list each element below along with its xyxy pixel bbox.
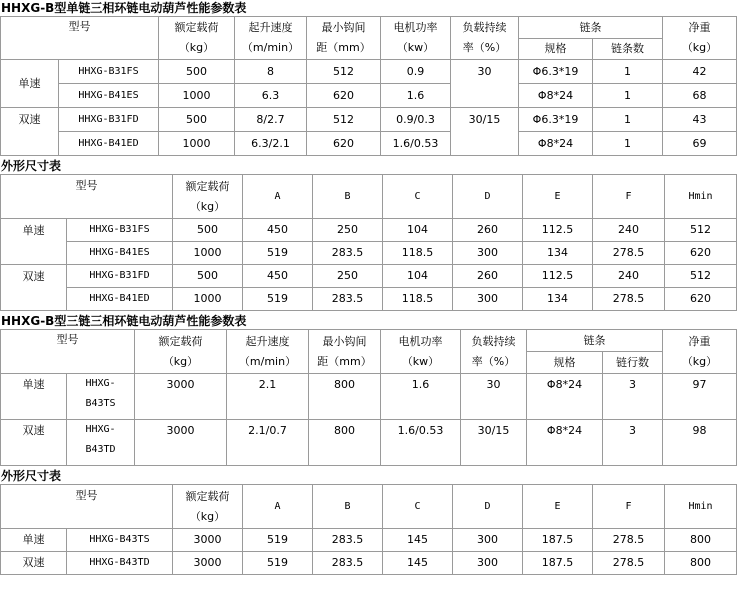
load-cell: 3000	[173, 552, 243, 575]
b-cell: 250	[313, 265, 383, 288]
weight-cell: 68	[663, 84, 737, 108]
header-power-line1: 电机功率	[398, 334, 443, 348]
header-model: 型号	[1, 330, 135, 374]
chains-cell: 1	[593, 108, 663, 132]
dimension-table-single-chain	[0, 174, 737, 311]
header-d: D	[453, 175, 523, 219]
hmin-cell: 512	[665, 265, 737, 288]
dimension-table-triple-chain	[0, 484, 737, 575]
chains-cell: 1	[593, 84, 663, 108]
header-chain: 链条	[519, 17, 663, 39]
model-cell: HHXG-B41ED	[67, 288, 173, 311]
a-cell: 519	[243, 288, 313, 311]
model-cell	[67, 420, 135, 466]
header-chain: 链条	[527, 330, 663, 352]
header-speed-line1: 起升速度	[245, 334, 290, 348]
header-weight-line1: 净重	[688, 334, 711, 348]
header-duty-line1: 负载持续	[462, 21, 507, 34]
a-cell: 450	[243, 265, 313, 288]
e-cell: 187.5	[523, 529, 593, 552]
table-row	[1, 374, 737, 420]
duty-cell: 30	[451, 60, 519, 108]
table-row	[1, 132, 737, 156]
header-spec: 规格	[527, 352, 603, 374]
b-cell: 250	[313, 219, 383, 242]
a-cell: 519	[243, 242, 313, 265]
header-power-line2: （kw）	[401, 354, 440, 368]
header-load	[135, 330, 227, 374]
header-duty-line1: 负载持续	[471, 334, 516, 348]
chains-cell: 1	[593, 60, 663, 84]
speed-type: 单速	[1, 60, 59, 108]
duty-cell: 30	[461, 374, 527, 420]
performance-table-triple-chain	[0, 329, 737, 466]
table-row	[1, 108, 737, 132]
header-load-line1: 额定载荷	[174, 21, 219, 34]
c-cell: 118.5	[383, 288, 453, 311]
header-hook-line2: 距（mm）	[317, 354, 372, 368]
table3-title: HHXG-B型三链三相环链电动葫芦性能参数表	[1, 314, 247, 328]
hmin-cell: 800	[665, 552, 737, 575]
spec-cell: Φ8*24	[519, 84, 593, 108]
header-speed	[227, 330, 309, 374]
weight-cell: 43	[663, 108, 737, 132]
d-cell: 300	[453, 288, 523, 311]
hook-cell: 620	[307, 132, 381, 156]
header-load-line2: （kg）	[162, 354, 199, 368]
header-hook	[309, 330, 381, 374]
hmin-cell: 620	[665, 242, 737, 265]
d-cell: 300	[453, 242, 523, 265]
load-cell: 500	[159, 60, 235, 84]
model-line1: HHXG-	[85, 378, 116, 389]
d-cell: 260	[453, 219, 523, 242]
model-cell: HHXG-B41ES	[59, 84, 159, 108]
header-e: E	[523, 175, 593, 219]
duty-cell: 30/15	[451, 108, 519, 156]
hook-cell: 512	[307, 108, 381, 132]
model-line2: B43TS	[85, 398, 116, 409]
header-duty-line2: 率（%）	[462, 41, 507, 54]
header-hook-line1: 最小钩间	[322, 334, 367, 348]
header-speed-line2: （m/min）	[241, 41, 300, 54]
speed-cell: 6.3	[235, 84, 307, 108]
a-cell: 450	[243, 219, 313, 242]
table-row	[1, 242, 737, 265]
header-hook-line2: 距（mm）	[316, 41, 371, 54]
power-cell: 0.9	[381, 60, 451, 84]
load-cell: 3000	[173, 529, 243, 552]
speed-cell: 2.1/0.7	[227, 420, 309, 466]
table-row	[1, 84, 737, 108]
load-cell: 500	[159, 108, 235, 132]
f-cell: 278.5	[593, 529, 665, 552]
power-cell: 1.6/0.53	[381, 132, 451, 156]
header-load	[159, 17, 235, 60]
f-cell: 278.5	[593, 288, 665, 311]
header-weight	[663, 17, 737, 60]
header-speed-line2: （m/min）	[238, 354, 297, 368]
header-c: C	[383, 485, 453, 529]
b-cell: 283.5	[313, 529, 383, 552]
header-load-line2: （kg）	[189, 199, 226, 213]
table-row	[1, 552, 737, 575]
speed-type: 双速	[1, 265, 67, 311]
model-cell: HHXG-B31FD	[59, 108, 159, 132]
header-duty	[451, 17, 519, 60]
e-cell: 112.5	[523, 265, 593, 288]
header-hmin: Hmin	[665, 175, 737, 219]
b-cell: 283.5	[313, 242, 383, 265]
header-load-line1: 额定载荷	[158, 334, 203, 348]
model-cell: HHXG-B31FS	[67, 219, 173, 242]
load-cell: 500	[173, 219, 243, 242]
model-cell: HHXG-B43TS	[67, 529, 173, 552]
header-duty-line2: 率（%）	[471, 354, 516, 368]
table4-title: 外形尺寸表	[1, 469, 62, 483]
spec-cell: Φ8*24	[519, 132, 593, 156]
header-power-line2: （kw）	[396, 41, 435, 54]
header-e: E	[523, 485, 593, 529]
spec-cell: Φ6.3*19	[519, 60, 593, 84]
header-speed	[235, 17, 307, 60]
spec-cell: Φ8*24	[527, 420, 603, 466]
model-cell: HHXG-B31FD	[67, 265, 173, 288]
load-cell: 1000	[173, 288, 243, 311]
header-hook	[307, 17, 381, 60]
power-cell: 1.6	[381, 84, 451, 108]
header-a: A	[243, 485, 313, 529]
e-cell: 187.5	[523, 552, 593, 575]
e-cell: 134	[523, 242, 593, 265]
b-cell: 283.5	[313, 288, 383, 311]
hook-cell: 800	[309, 374, 381, 420]
hmin-cell: 620	[665, 288, 737, 311]
header-f: F	[593, 175, 665, 219]
f-cell: 278.5	[593, 552, 665, 575]
header-power	[381, 330, 461, 374]
header-weight-line1: 净重	[688, 21, 711, 34]
header-a: A	[243, 175, 313, 219]
header-weight-line2: （kg）	[681, 41, 718, 54]
header-hmin: Hmin	[665, 485, 737, 529]
header-f: F	[593, 485, 665, 529]
c-cell: 118.5	[383, 242, 453, 265]
header-d: D	[453, 485, 523, 529]
weight-cell: 98	[663, 420, 737, 466]
weight-cell: 97	[663, 374, 737, 420]
header-weight-line2: （kg）	[681, 354, 718, 368]
d-cell: 300	[453, 529, 523, 552]
c-cell: 145	[383, 529, 453, 552]
header-model: 型号	[1, 175, 173, 219]
header-load	[173, 485, 243, 529]
e-cell: 112.5	[523, 219, 593, 242]
model-cell: HHXG-B41ED	[59, 132, 159, 156]
header-spec: 规格	[519, 39, 593, 60]
a-cell: 519	[243, 529, 313, 552]
header-load-line1: 额定载荷	[185, 179, 230, 193]
load-cell: 1000	[159, 132, 235, 156]
speed-type: 双速	[1, 108, 59, 156]
model-cell: HHXG-B41ES	[67, 242, 173, 265]
power-cell: 1.6	[381, 374, 461, 420]
c-cell: 104	[383, 219, 453, 242]
speed-type: 单速	[1, 529, 67, 552]
header-c: C	[383, 175, 453, 219]
header-chain-count: 链条数	[593, 39, 663, 60]
speed-type: 单速	[1, 374, 67, 420]
d-cell: 300	[453, 552, 523, 575]
table2-title: 外形尺寸表	[1, 159, 62, 173]
header-chain-rows: 链行数	[603, 352, 663, 374]
model-line1: HHXG-	[85, 424, 116, 435]
duty-cell: 30/15	[461, 420, 527, 466]
table-row	[1, 219, 737, 242]
power-cell: 1.6/0.53	[381, 420, 461, 466]
speed-cell: 8/2.7	[235, 108, 307, 132]
b-cell: 283.5	[313, 552, 383, 575]
f-cell: 240	[593, 219, 665, 242]
table-row	[1, 60, 737, 84]
d-cell: 260	[453, 265, 523, 288]
speed-cell: 2.1	[227, 374, 309, 420]
header-load	[173, 175, 243, 219]
header-b: B	[313, 485, 383, 529]
weight-cell: 42	[663, 60, 737, 84]
header-speed-line1: 起升速度	[248, 21, 293, 34]
hook-cell: 800	[309, 420, 381, 466]
speed-type: 单速	[1, 219, 67, 265]
table-row	[1, 265, 737, 288]
load-cell: 3000	[135, 374, 227, 420]
model-cell: HHXG-B31FS	[59, 60, 159, 84]
load-cell: 3000	[135, 420, 227, 466]
table1-title: HHXG-B型单链三相环链电动葫芦性能参数表	[1, 1, 247, 15]
performance-table-single-chain	[0, 16, 737, 156]
load-cell: 1000	[159, 84, 235, 108]
hook-cell: 512	[307, 60, 381, 84]
header-load-line1: 额定载荷	[185, 489, 230, 503]
model-cell	[67, 374, 135, 420]
header-duty	[461, 330, 527, 374]
spec-cell: Φ6.3*19	[519, 108, 593, 132]
hmin-cell: 800	[665, 529, 737, 552]
chains-cell: 3	[603, 374, 663, 420]
header-power	[381, 17, 451, 60]
c-cell: 104	[383, 265, 453, 288]
header-weight	[663, 330, 737, 374]
speed-type: 双速	[1, 420, 67, 466]
hook-cell: 620	[307, 84, 381, 108]
header-model: 型号	[1, 17, 159, 60]
a-cell: 519	[243, 552, 313, 575]
weight-cell: 69	[663, 132, 737, 156]
table-row	[1, 529, 737, 552]
e-cell: 134	[523, 288, 593, 311]
speed-cell: 8	[235, 60, 307, 84]
f-cell: 240	[593, 265, 665, 288]
speed-type: 双速	[1, 552, 67, 575]
f-cell: 278.5	[593, 242, 665, 265]
chains-cell: 1	[593, 132, 663, 156]
model-line2: B43TD	[85, 444, 116, 455]
table-row	[1, 420, 737, 466]
header-b: B	[313, 175, 383, 219]
table-row	[1, 288, 737, 311]
header-model: 型号	[1, 485, 173, 529]
chains-cell: 3	[603, 420, 663, 466]
header-load-line2: （kg）	[178, 41, 215, 54]
hmin-cell: 512	[665, 219, 737, 242]
header-hook-line1: 最小钩间	[321, 21, 366, 34]
load-cell: 1000	[173, 242, 243, 265]
speed-cell: 6.3/2.1	[235, 132, 307, 156]
model-cell: HHXG-B43TD	[67, 552, 173, 575]
power-cell: 0.9/0.3	[381, 108, 451, 132]
c-cell: 145	[383, 552, 453, 575]
load-cell: 500	[173, 265, 243, 288]
header-load-line2: （kg）	[189, 509, 226, 523]
header-power-line1: 电机功率	[393, 21, 438, 34]
spec-cell: Φ8*24	[527, 374, 603, 420]
